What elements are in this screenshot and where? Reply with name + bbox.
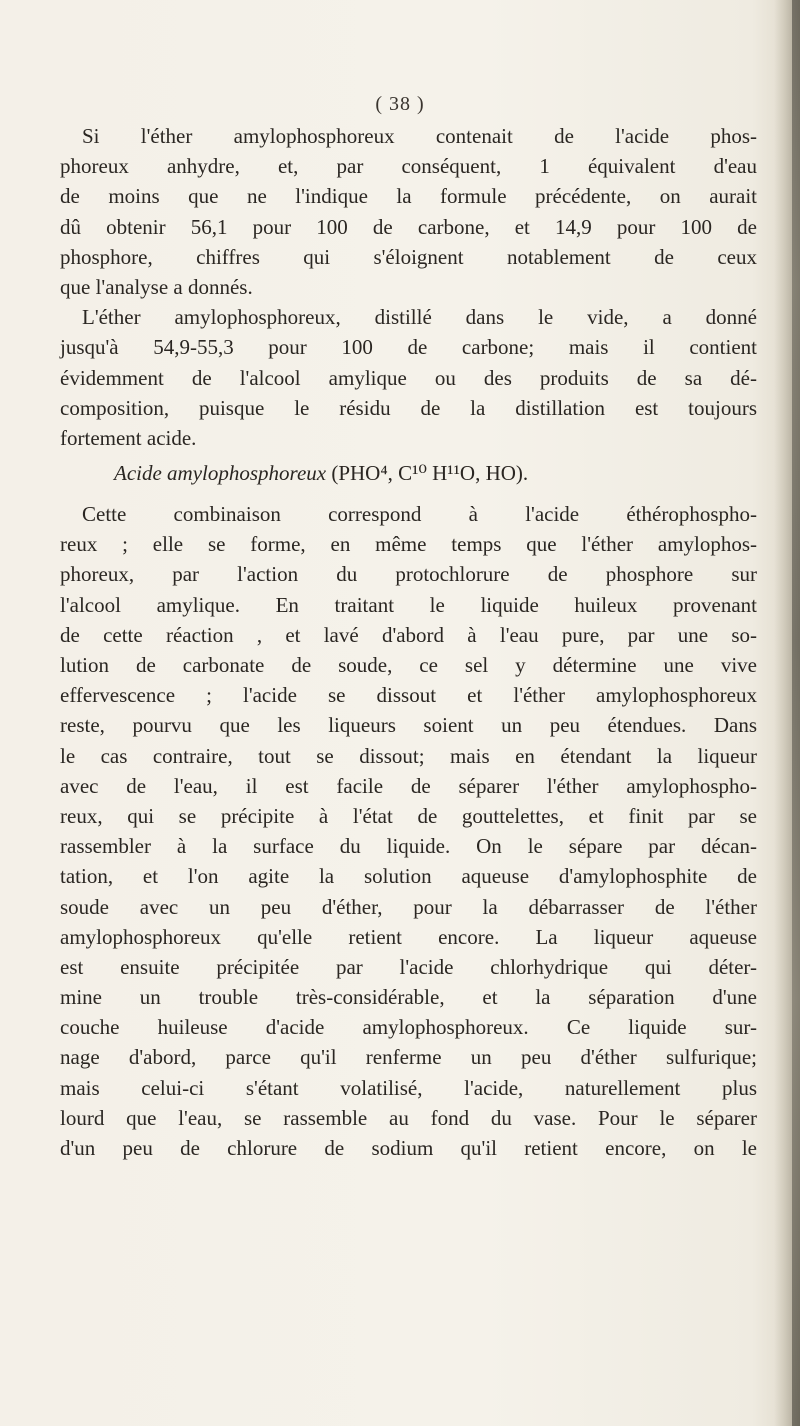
text-line: rassembler à la surface du liquide. On le sépare par décan- bbox=[60, 834, 757, 859]
text-line: tation, et l'on agite la solution aqueuse d'amylophosphite de bbox=[60, 864, 757, 889]
text-line: reste, pourvu que les liqueurs soient un peu étendues. Dans bbox=[60, 713, 757, 738]
text-line: reux ; elle se forme, en même temps que l'éther amylophos- bbox=[60, 532, 757, 557]
section-title: Acide amylophosphoreux bbox=[114, 461, 327, 486]
text-line: couche huileuse d'acide amylophosphoreux. Ce liquide sur- bbox=[60, 1015, 757, 1040]
section-formula: (PHO⁴, C¹⁰ H¹¹O, HO). bbox=[331, 461, 529, 486]
text-line: phoreux anhydre, et, par conséquent, 1 équivalent d'eau bbox=[60, 154, 757, 179]
text-line: effervescence ; l'acide se dissout et l'éther amylophosphoreux bbox=[60, 683, 757, 708]
text-line: le cas contraire, tout se dissout; mais en étendant la liqueur bbox=[60, 743, 757, 768]
text-line: de moins que ne l'indique la formule précédente, on aurait bbox=[60, 184, 757, 209]
paragraph bbox=[60, 121, 757, 302]
text-line: mais celui-ci s'étant volatilisé, l'acide, naturellement plus bbox=[60, 1075, 757, 1100]
text-line: soude avec un peu d'éther, pour la débarrasser de l'éther bbox=[60, 894, 757, 919]
text-line: évidemment de l'alcool amylique ou des produits de sa dé- bbox=[60, 365, 757, 390]
text-line: phoreux, par l'action du protochlorure de phosphore sur bbox=[60, 562, 757, 587]
book-edge bbox=[792, 0, 800, 1426]
text-line: jusqu'à 54,9-55,3 pour 100 de carbone; mais il contient bbox=[60, 335, 757, 360]
text-line: lourd que l'eau, se rassemble au fond du vase. Pour le séparer bbox=[60, 1105, 757, 1130]
text-line: avec de l'eau, il est facile de séparer l'éther amylophospho- bbox=[60, 773, 757, 798]
text-line: Si l'éther amylophosphoreux contenait de l'acide phos- bbox=[82, 124, 757, 148]
text-line: phosphore, chiffres qui s'éloignent notablement de ceux bbox=[60, 244, 757, 269]
text-line: d'un peu de chlorure de sodium qu'il retient encore, on le bbox=[60, 1136, 757, 1160]
text-line: fortement acide. bbox=[60, 425, 197, 450]
text-line: dû obtenir 56,1 pour 100 de carbone, et 14,9 pour 100 de bbox=[60, 214, 757, 239]
text-line: nage d'abord, parce qu'il renferme un peu d'éther sulfurique; bbox=[60, 1045, 757, 1070]
text-line: mine un trouble très-considérable, et la séparation d'une bbox=[60, 985, 757, 1010]
text-line: reux, qui se précipite à l'état de gouttelettes, et finit par se bbox=[60, 803, 757, 828]
section-heading bbox=[60, 453, 757, 499]
text-line: lution de carbonate de soude, ce sel y détermine une vive bbox=[60, 653, 757, 677]
text-line: l'alcool amylique. En traitant le liquide huileux provenant bbox=[60, 592, 757, 617]
paragraph bbox=[60, 499, 757, 1163]
text-line: composition, puisque le résidu de la distillation est toujours bbox=[60, 395, 757, 420]
text-line: de cette réaction , et lavé d'abord à l'eau pure, par une so- bbox=[60, 622, 757, 647]
text-line: Cette combinaison correspond à l'acide éthérophospho- bbox=[82, 502, 757, 527]
text-line: L'éther amylophosphoreux, distillé dans le vide, a donné bbox=[82, 305, 757, 330]
text-line: est ensuite précipitée par l'acide chlorhydrique qui déter- bbox=[60, 954, 757, 979]
text-line: que l'analyse a donnés. bbox=[60, 274, 253, 299]
paragraph bbox=[60, 302, 757, 453]
page-number: ( 38 ) bbox=[375, 93, 425, 115]
body-text bbox=[60, 121, 757, 1163]
text-line: amylophosphoreux qu'elle retient encore. La liqueur aqueuse bbox=[60, 924, 757, 949]
